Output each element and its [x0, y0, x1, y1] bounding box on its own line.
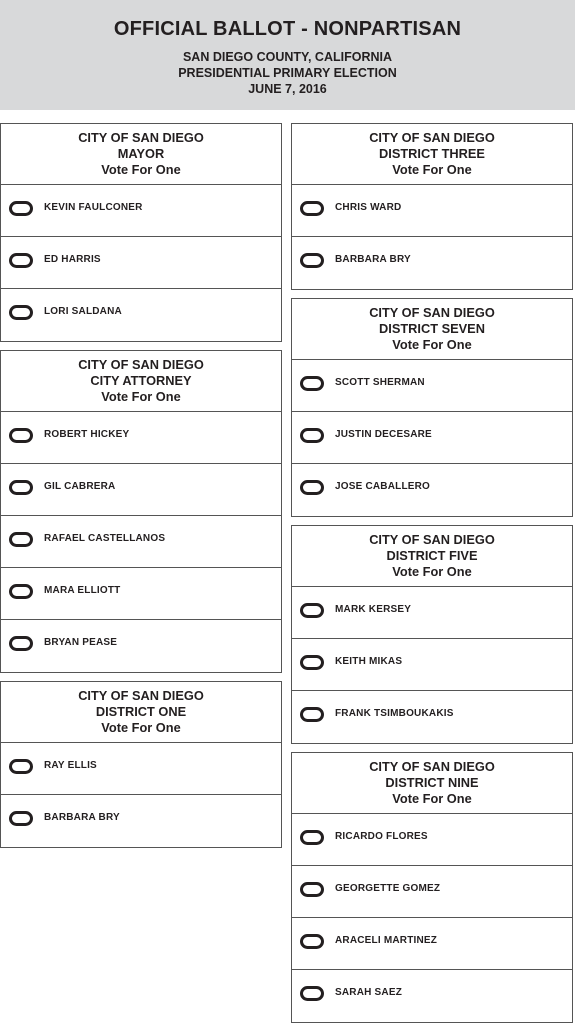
contest-district-nine [291, 752, 573, 1023]
contest-jurisdiction: CITY OF SAN DIEGO [78, 688, 204, 703]
contest-header [1, 682, 281, 743]
vote-instruction: Vote For One [392, 564, 472, 580]
candidate-name: BRYAN PEASE [44, 637, 118, 648]
contest-header [292, 124, 572, 185]
contest-office: MAYOR [117, 146, 165, 162]
candidate-row[interactable] [1, 237, 281, 289]
candidate-row[interactable] [292, 360, 572, 412]
candidate-name: GIL CABRERA [44, 481, 116, 492]
contest-office: DISTRICT NINE [385, 775, 479, 791]
vote-oval[interactable] [9, 811, 33, 826]
candidate-name: JUSTIN DECESARE [335, 429, 432, 440]
candidate-row[interactable] [292, 412, 572, 464]
vote-oval[interactable] [9, 253, 33, 268]
contest-district-five [291, 525, 573, 744]
candidate-row[interactable] [292, 639, 572, 691]
candidate-name: ROBERT HICKEY [44, 429, 130, 440]
right-column [291, 123, 573, 1031]
contest-header [1, 124, 281, 185]
contest-office: CITY ATTORNEY [90, 373, 192, 389]
candidate-name: KEITH MIKAS [335, 656, 403, 667]
candidate-row[interactable] [1, 795, 281, 847]
vote-instruction: Vote For One [392, 337, 472, 353]
contest-jurisdiction: CITY OF SAN DIEGO [369, 532, 495, 547]
vote-oval[interactable] [300, 376, 324, 391]
candidate-row[interactable] [292, 866, 572, 918]
vote-instruction: Vote For One [392, 791, 472, 807]
candidate-name: FRANK TSIMBOUKAKIS [335, 708, 454, 719]
vote-oval[interactable] [9, 428, 33, 443]
ballot-title: OFFICIAL BALLOT - NONPARTISAN [113, 18, 462, 40]
candidate-row[interactable] [1, 568, 281, 620]
vote-oval[interactable] [300, 253, 324, 268]
candidate-row[interactable] [1, 412, 281, 464]
candidate-row[interactable] [1, 516, 281, 568]
vote-instruction: Vote For One [101, 389, 181, 405]
vote-instruction: Vote For One [392, 162, 472, 178]
contest-header [292, 299, 572, 360]
vote-oval[interactable] [300, 480, 324, 495]
candidate-row[interactable] [292, 185, 572, 237]
candidate-name: MARK KERSEY [335, 604, 412, 615]
vote-oval[interactable] [9, 201, 33, 216]
vote-oval[interactable] [300, 986, 324, 1001]
election-line: PRESIDENTIAL PRIMARY ELECTION [178, 66, 397, 80]
candidate-row[interactable] [292, 587, 572, 639]
candidate-name: RAY ELLIS [44, 760, 97, 771]
candidate-name: ED HARRIS [44, 254, 101, 265]
contest-office: DISTRICT SEVEN [379, 321, 485, 337]
contest-header [1, 351, 281, 412]
contest-jurisdiction: CITY OF SAN DIEGO [78, 130, 204, 145]
contest-header [292, 753, 572, 814]
candidate-name: SCOTT SHERMAN [335, 377, 425, 388]
candidate-name: BARBARA BRY [335, 254, 411, 265]
vote-oval[interactable] [300, 707, 324, 722]
candidate-name: ARACELI MARTINEZ [335, 935, 438, 946]
contest-jurisdiction: CITY OF SAN DIEGO [369, 305, 495, 320]
county-line: SAN DIEGO COUNTY, CALIFORNIA [182, 50, 393, 64]
vote-oval[interactable] [300, 882, 324, 897]
candidate-row[interactable] [1, 620, 281, 672]
vote-oval[interactable] [300, 655, 324, 670]
ballot-header [0, 0, 575, 110]
candidate-name: LORI SALDANA [44, 306, 122, 317]
candidate-name: JOSE CABALLERO [335, 481, 431, 492]
candidate-row[interactable] [292, 918, 572, 970]
vote-oval[interactable] [300, 428, 324, 443]
vote-oval[interactable] [9, 480, 33, 495]
candidate-row[interactable] [1, 464, 281, 516]
candidate-row[interactable] [292, 237, 572, 289]
candidate-row[interactable] [292, 970, 572, 1022]
contest-header [292, 526, 572, 587]
contest-jurisdiction: CITY OF SAN DIEGO [369, 759, 495, 774]
vote-oval[interactable] [9, 759, 33, 774]
contest-office: DISTRICT FIVE [386, 548, 478, 564]
candidate-name: RICARDO FLORES [335, 831, 428, 842]
candidate-name: RAFAEL CASTELLANOS [44, 533, 166, 544]
vote-instruction: Vote For One [101, 720, 181, 736]
vote-oval[interactable] [300, 201, 324, 216]
contest-district-seven [291, 298, 573, 517]
candidate-row[interactable] [292, 814, 572, 866]
contest-district-three [291, 123, 573, 290]
candidate-row[interactable] [1, 185, 281, 237]
vote-oval[interactable] [9, 305, 33, 320]
election-date: JUNE 7, 2016 [248, 82, 327, 96]
candidate-name: SARAH SAEZ [335, 987, 403, 998]
contest-mayor [0, 123, 282, 342]
left-column [0, 123, 282, 856]
contest-office: DISTRICT THREE [379, 146, 485, 162]
candidate-name: BARBARA BRY [44, 812, 120, 823]
candidate-row[interactable] [292, 691, 572, 743]
candidate-name: CHRIS WARD [335, 202, 402, 213]
candidate-name: MARA ELLIOTT [44, 585, 121, 596]
contest-jurisdiction: CITY OF SAN DIEGO [78, 357, 204, 372]
contest-office: DISTRICT ONE [95, 704, 187, 720]
contest-jurisdiction: CITY OF SAN DIEGO [369, 130, 495, 145]
contest-district-one [0, 681, 282, 848]
vote-oval[interactable] [300, 934, 324, 949]
vote-oval[interactable] [9, 584, 33, 599]
vote-oval[interactable] [9, 636, 33, 651]
candidate-row[interactable] [1, 743, 281, 795]
contest-city-attorney [0, 350, 282, 673]
vote-instruction: Vote For One [101, 162, 181, 178]
candidate-name: KEVIN FAULCONER [44, 202, 143, 213]
candidate-row[interactable] [1, 289, 281, 341]
candidate-name: GEORGETTE GOMEZ [335, 883, 441, 894]
vote-oval[interactable] [9, 532, 33, 547]
vote-oval[interactable] [300, 603, 324, 618]
candidate-row[interactable] [292, 464, 572, 516]
vote-oval[interactable] [300, 830, 324, 845]
